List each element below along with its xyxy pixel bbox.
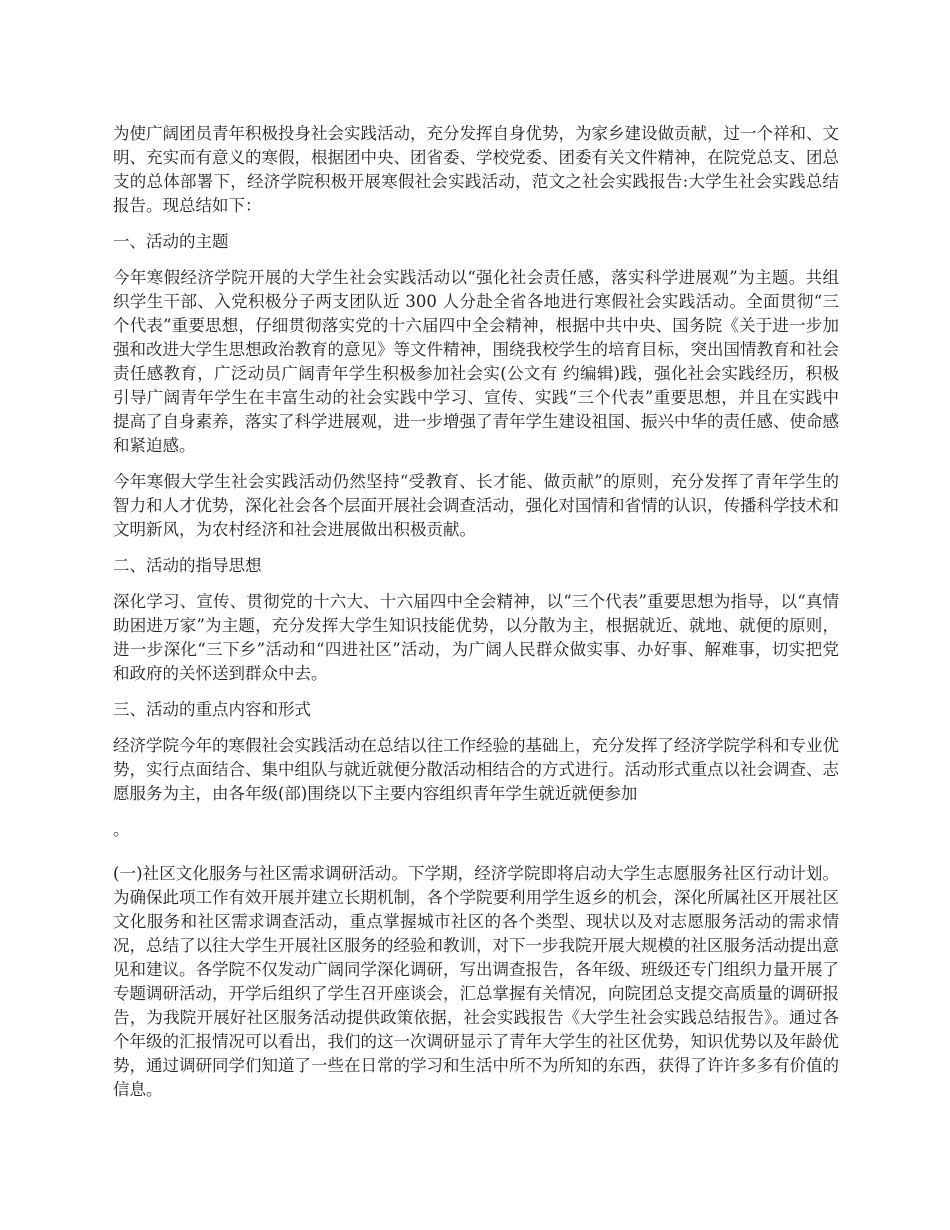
intro-paragraph: 为使广阔团员青年积极投身社会实践活动，充分发挥自身优势，为家乡建设做贡献，过一个祥和、文明、充实而有意义的寒假，根据团中央、团省委、学校党委、团委有关文件精神，在院党总支、团总支的总体部署下，经济学院积极开展寒假社会实践活动，范文之社会实践报告:大学生社会实践总结报告。现总结如下：: [113, 124, 839, 215]
content-form-paragraph: 经济学院今年的寒假社会实践活动在总结以往工作经验的基础上，充分发挥了经济学院学科和专业优势，实行点面结合、集中组队与就近就便分散活动相结合的方式进行。活动形式重点以社会调查、志愿服务为主，由各年级(部)围绕以下主要内容组织青年学生就近就便参加: [113, 736, 839, 803]
section-heading-content-form: 三、活动的重点内容和形式: [113, 700, 311, 719]
lone-period: 。: [113, 820, 130, 839]
document-body: [113, 122, 839, 1114]
guiding-thought-paragraph: 深化学习、宣传、贯彻党的十六大、十六届四中全会精神，以“三个代表”重要思想为指导，以“真情助困进万家”为主题，充分发挥大学生知识技能优势，以分散为主，根据就近、就地、就便的原则，进一步深化“三下乡”活动和“四进社区”活动，为广阔人民群众做实事、办好事、解难事，切实把党和政府的关怀送到群众中去。: [113, 592, 839, 683]
section-heading-theme: 一、活动的主题: [113, 232, 229, 251]
theme-paragraph: 今年寒假经济学院开展的大学生社会实践活动以“强化社会责任感，落实科学进展观”为主题。共组织学生干部、入党积极分子两支团队近 300 人分赴全省各地进行寒假社会实践活动。全面贯彻“三个代表”重要思想，仔细贯彻落实党的十六届四中全会精神，根据中共中央、国务院《关于进一步加强和改进大学生思想政治教育的意见》等文件精神，围绕我校学生的培育目标，突出国情教育和社会责任感教育，广泛动员广阔青年学生积极参加社会实(公文有 约编辑)践，强化社会实践经历，积极引导广阔青年学生在丰富生动的社会实践中学习、宣传、实践“三个代表”重要思想，并且在实践中提高了自身素养，落实了科学进展观，进一步增强了青年学生建设祖国、振兴中华的责任感、使命感和紧迫感。: [113, 268, 839, 455]
section-heading-guiding-thought: 二、活动的指导思想: [113, 556, 262, 575]
principle-paragraph: 今年寒假大学生社会实践活动仍然坚持“受教育、长才能、做贡献”的原则，充分发挥了青年学生的智力和人才优势，深化社会各个层面开展社会调查活动，强化对国情和省情的认识，传播科学技术和文明新风，为农村经济和社会进展做出积极贡献。: [113, 472, 839, 539]
community-service-paragraph: (一)社区文化服务与社区需求调研活动。下学期，经济学院即将启动大学生志愿服务社区行动计划。为确保此项工作有效开展并建立长期机制，各个学院要利用学生返乡的机会，深化所属社区开展社区文化服务和社区需求调查活动，重点掌握城市社区的各个类型、现状以及对志愿服务活动的需求情况，总结了以往大学生开展社区服务的经验和教训，对下一步我院开展大规模的社区服务活动提出意见和建议。各学院不仅发动广阔同学深化调研，写出调查报告，各年级、班级还专门组织力量开展了专题调研活动，开学后组织了学生召开座谈会，汇总掌握有关情况，向院团总支提交高质量的调研报告，为我院开展好社区服务活动提供政策依据，社会实践报告《大学生社会实践总结报告》。通过各个年级的汇报情况可以看出，我们的这一次调研显示了青年大学生的社区优势，知识优势以及年龄优势，通过调研同学们知道了一些在日常的学习和生活中所不为所知的东西，获得了许许多多有价值的信息。: [113, 864, 839, 1099]
